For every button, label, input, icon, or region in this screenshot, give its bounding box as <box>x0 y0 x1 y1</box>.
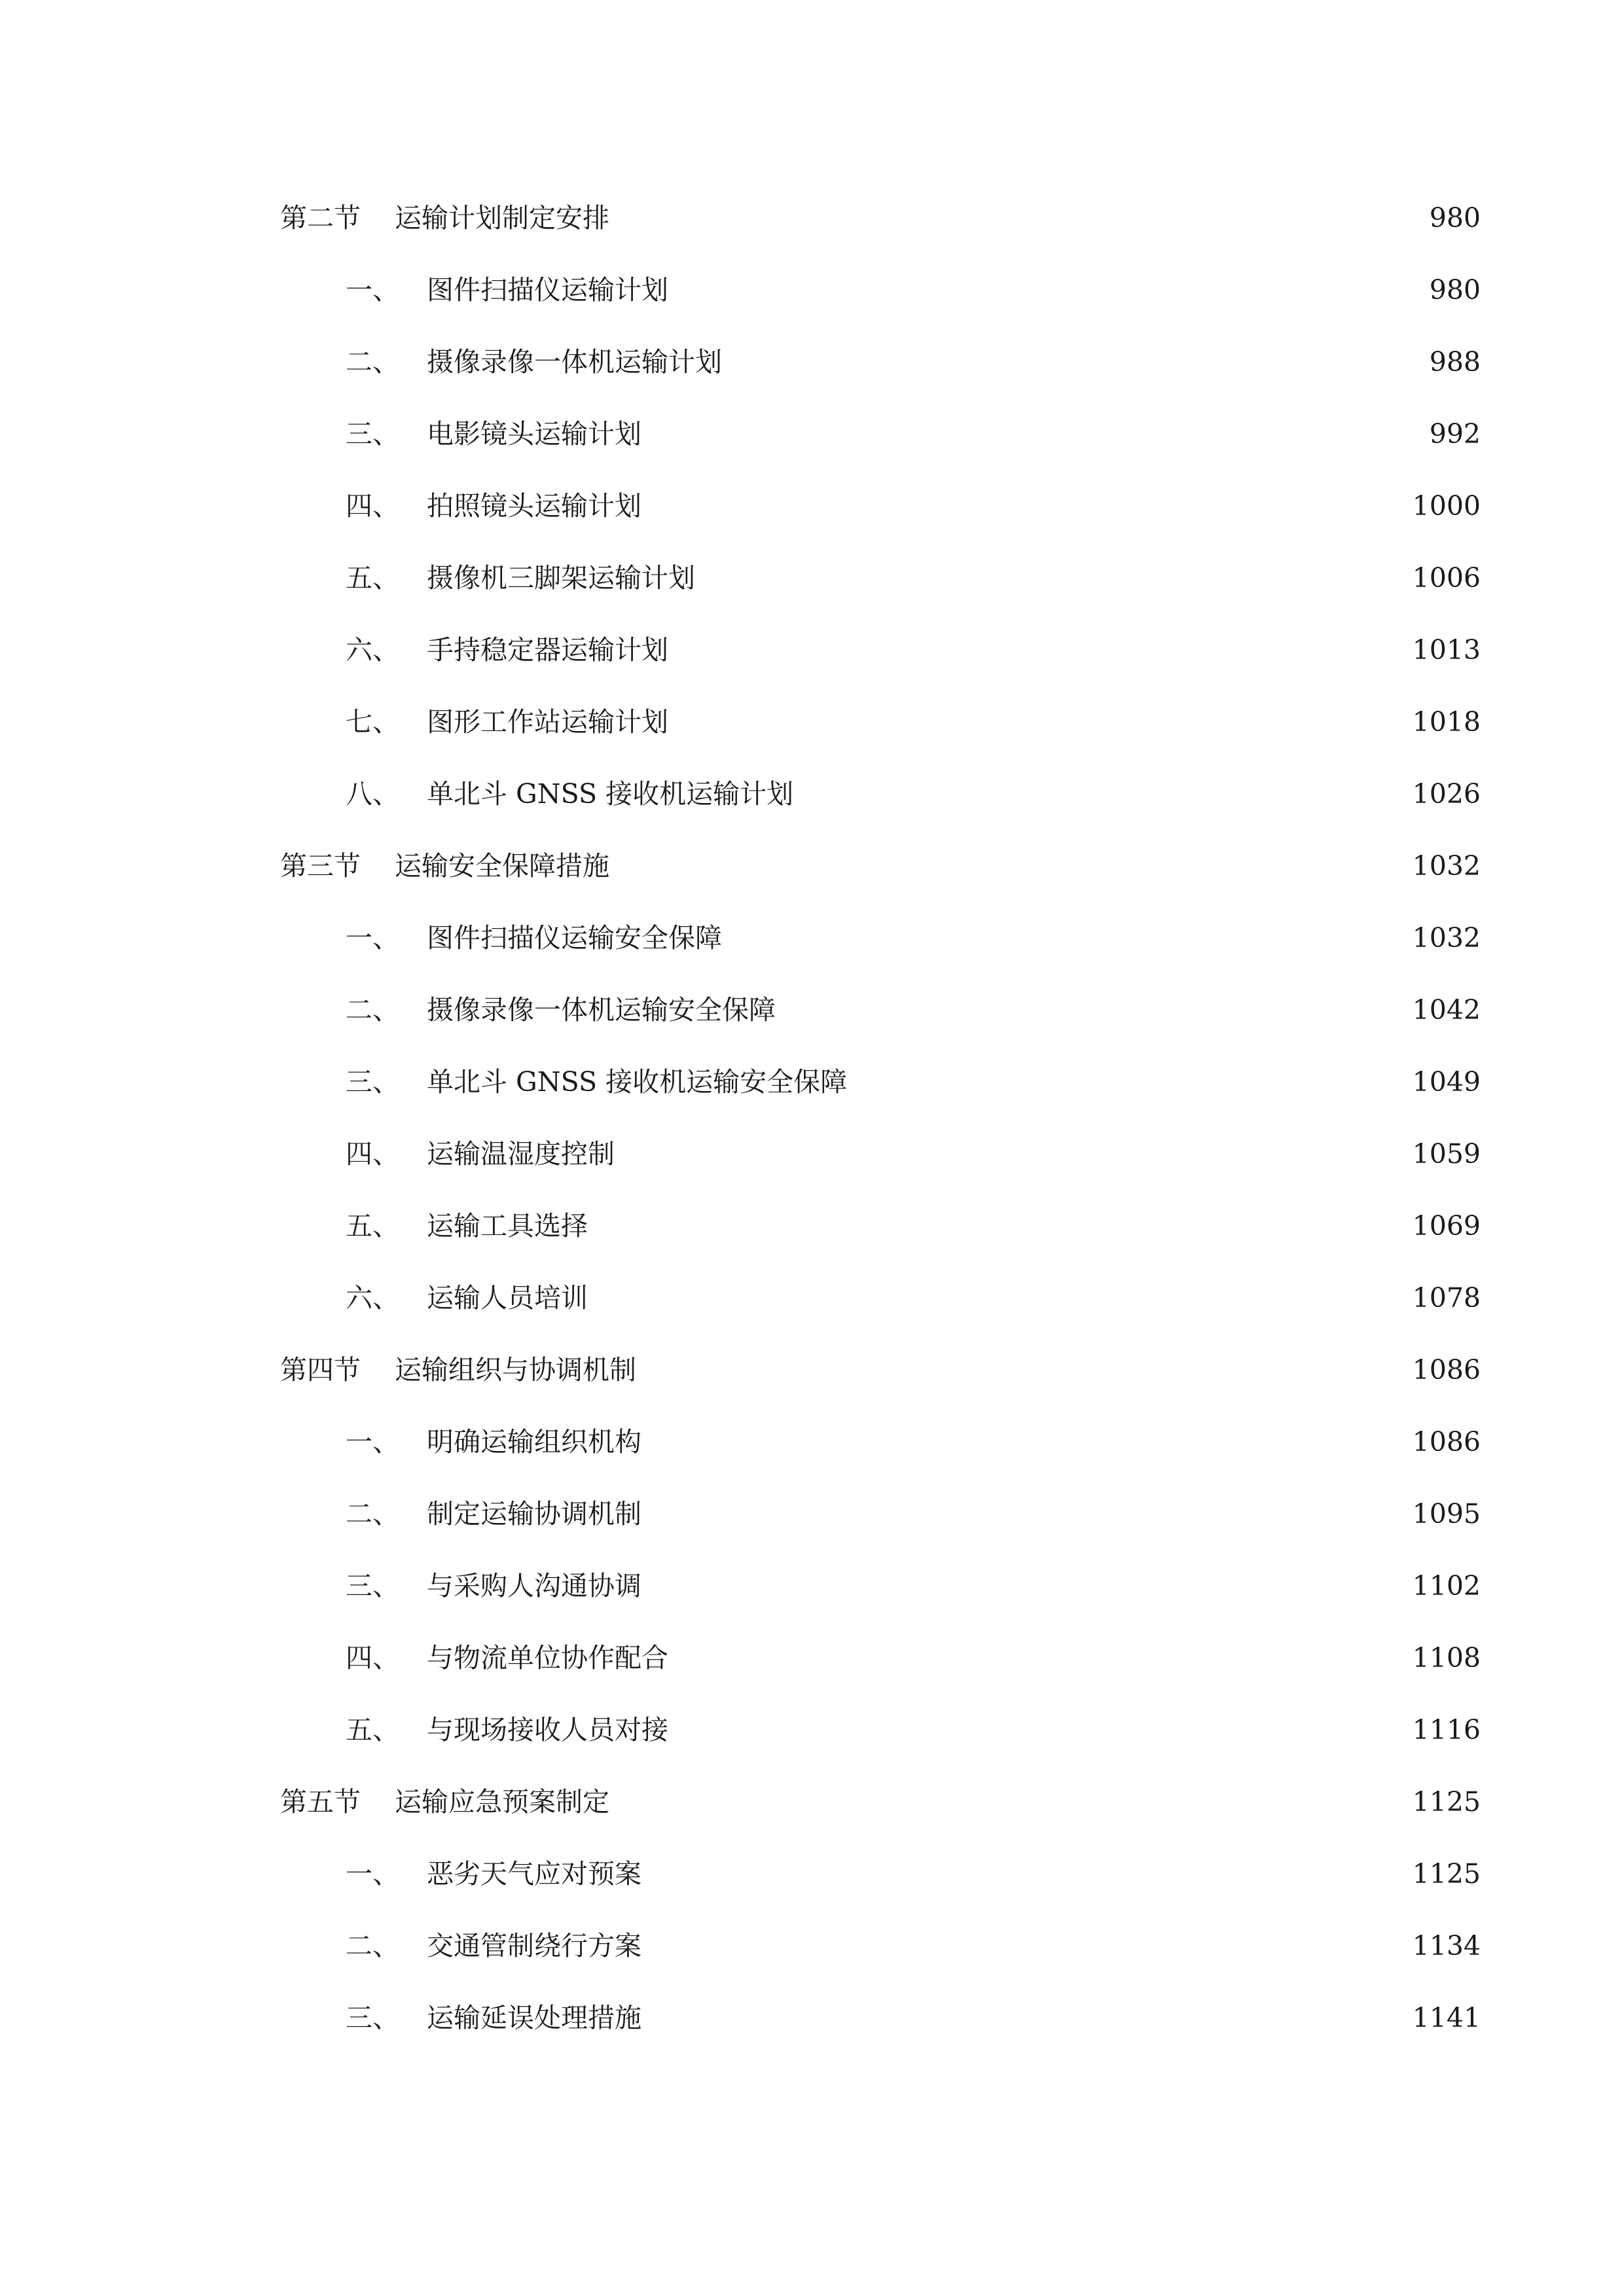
toc-item-title: 图形工作站运输计划 <box>427 706 668 738</box>
toc-dot-leader <box>648 1499 1403 1528</box>
toc-item-number: 二、 <box>346 1929 399 1962</box>
toc-dot-leader <box>675 708 1403 736</box>
toc-page-number: 992 <box>1429 418 1481 450</box>
toc-item-row[interactable] <box>346 1848 1481 1900</box>
toc-section-number: 第三节 <box>280 850 361 882</box>
toc-item-row[interactable] <box>346 1128 1481 1180</box>
toc-item-title: 与物流单位协作配合 <box>427 1641 668 1674</box>
toc-item-row[interactable] <box>346 1632 1481 1684</box>
toc-item-title: 制定运输协调机制 <box>427 1498 641 1530</box>
toc-item-row[interactable] <box>346 1416 1481 1468</box>
toc-item-number: 四、 <box>346 1641 399 1674</box>
toc-page-number: 1013 <box>1412 634 1481 666</box>
toc-item-title: 单北斗 GNSS 接收机运输计划 <box>427 778 794 810</box>
toc-item-title: 单北斗 GNSS 接收机运输安全保障 <box>427 1066 848 1098</box>
toc-page-number: 1059 <box>1412 1138 1481 1170</box>
toc-page-number: 980 <box>1429 274 1481 306</box>
toc-section-number: 第五节 <box>280 1785 361 1818</box>
toc-item-title: 与现场接收人员对接 <box>427 1713 668 1746</box>
toc-dot-leader <box>648 1427 1403 1456</box>
toc-section-row[interactable] <box>280 840 1481 892</box>
toc-item-number: 一、 <box>346 274 399 306</box>
toc-section-title: 运输计划制定安排 <box>395 202 609 234</box>
toc-item-row[interactable] <box>346 408 1481 460</box>
toc-item-title: 运输人员培训 <box>427 1282 588 1314</box>
toc-section-row[interactable] <box>280 1776 1481 1828</box>
toc-item-row[interactable] <box>346 552 1481 604</box>
toc-dot-leader <box>643 1355 1403 1384</box>
toc-dot-leader <box>648 1859 1403 1888</box>
toc-item-number: 五、 <box>346 1713 399 1746</box>
toc-item-number: 五、 <box>346 1210 399 1242</box>
toc-page-number: 1000 <box>1412 490 1481 522</box>
toc-page-number: 988 <box>1429 346 1481 378</box>
toc-page-number: 1095 <box>1412 1498 1481 1530</box>
toc-page-number: 1032 <box>1412 922 1481 954</box>
toc-dot-leader <box>782 996 1403 1024</box>
toc-item-title: 与采购人沟通协调 <box>427 1570 641 1602</box>
toc-page-number: 1108 <box>1412 1641 1481 1674</box>
toc-page-number: 1086 <box>1412 1426 1481 1458</box>
toc-item-row[interactable] <box>346 1704 1481 1756</box>
toc-dot-leader <box>675 636 1403 664</box>
toc-page-number: 1032 <box>1412 850 1481 882</box>
toc-item-number: 七、 <box>346 706 399 738</box>
toc-item-row[interactable] <box>346 624 1481 676</box>
toc-section-title: 运输应急预案制定 <box>395 1785 609 1818</box>
toc-dot-leader <box>594 1211 1403 1240</box>
toc-item-number: 三、 <box>346 1066 399 1098</box>
toc-page-number: 1018 <box>1412 706 1481 738</box>
toc-item-title: 图件扫描仪运输计划 <box>427 274 668 306</box>
toc-item-title: 运输温湿度控制 <box>427 1138 615 1170</box>
toc-item-row[interactable] <box>346 696 1481 748</box>
toc-page-number: 1042 <box>1412 994 1481 1026</box>
toc-item-title: 摄像机三脚架运输计划 <box>427 562 695 594</box>
toc-item-row[interactable] <box>346 1920 1481 1972</box>
toc-item-row[interactable] <box>346 1200 1481 1252</box>
toc-section-number: 第四节 <box>280 1354 361 1386</box>
toc-item-row[interactable] <box>346 1056 1481 1108</box>
toc-page-number: 1141 <box>1412 2001 1481 2034</box>
toc-dot-leader <box>648 420 1420 448</box>
toc-item-number: 八、 <box>346 778 399 810</box>
toc-item-number: 四、 <box>346 1138 399 1170</box>
toc-dot-leader <box>648 2003 1403 2032</box>
toc-item-row[interactable] <box>346 912 1481 964</box>
toc-item-number: 四、 <box>346 490 399 522</box>
toc-item-number: 一、 <box>346 1426 399 1458</box>
toc-dot-leader <box>648 492 1403 520</box>
toc-section-title: 运输安全保障措施 <box>395 850 609 882</box>
toc-page-number: 1049 <box>1412 1066 1481 1098</box>
toc-section-row[interactable] <box>280 1344 1481 1396</box>
toc-item-title: 手持稳定器运输计划 <box>427 634 668 666</box>
toc-page-number: 980 <box>1429 202 1481 234</box>
toc-item-title: 明确运输组织机构 <box>427 1426 641 1458</box>
toc-page-number: 1125 <box>1412 1857 1481 1890</box>
toc-dot-leader <box>594 1283 1403 1312</box>
toc-item-title: 图件扫描仪运输安全保障 <box>427 922 722 954</box>
toc-dot-leader <box>854 1067 1403 1096</box>
toc-item-row[interactable] <box>346 1272 1481 1324</box>
toc-item-title: 运输工具选择 <box>427 1210 588 1242</box>
toc-page-number: 1116 <box>1412 1713 1481 1746</box>
toc-dot-leader <box>800 780 1403 808</box>
toc-dot-leader <box>648 1931 1403 1960</box>
toc-item-number: 二、 <box>346 346 399 378</box>
toc-page-number: 1078 <box>1412 1282 1481 1314</box>
toc-item-title: 电影镜头运输计划 <box>427 418 641 450</box>
toc-item-row[interactable] <box>346 768 1481 820</box>
toc-item-title: 运输延误处理措施 <box>427 2001 641 2034</box>
toc-item-number: 五、 <box>346 562 399 594</box>
toc-dot-leader <box>616 204 1420 232</box>
toc-item-number: 三、 <box>346 1570 399 1602</box>
toc-item-title: 交通管制绕行方案 <box>427 1929 641 1962</box>
toc-dot-leader <box>729 924 1403 952</box>
toc-item-row[interactable] <box>346 1560 1481 1612</box>
toc-dot-leader <box>616 852 1403 880</box>
toc-section-number: 第二节 <box>280 202 361 234</box>
toc-item-title: 摄像录像一体机运输安全保障 <box>427 994 776 1026</box>
toc-page-number: 1125 <box>1412 1785 1481 1818</box>
toc-section-title: 运输组织与协调机制 <box>395 1354 636 1386</box>
toc-item-number: 三、 <box>346 418 399 450</box>
toc-item-title: 拍照镜头运输计划 <box>427 490 641 522</box>
toc-item-number: 二、 <box>346 1498 399 1530</box>
toc-item-row[interactable] <box>346 264 1481 316</box>
toc-page-number: 1026 <box>1412 778 1481 810</box>
toc-dot-leader <box>648 1571 1403 1600</box>
toc-item-number: 三、 <box>346 2001 399 2034</box>
toc-item-title: 摄像录像一体机运输计划 <box>427 346 722 378</box>
toc-dot-leader <box>616 1787 1403 1816</box>
toc-dot-leader <box>675 1643 1403 1672</box>
toc-page-number: 1069 <box>1412 1210 1481 1242</box>
toc-item-row[interactable] <box>346 480 1481 532</box>
toc-page-number: 1102 <box>1412 1570 1481 1602</box>
toc-item-number: 六、 <box>346 634 399 666</box>
toc-page-number: 1086 <box>1412 1354 1481 1386</box>
toc-item-number: 二、 <box>346 994 399 1026</box>
toc-item-number: 六、 <box>346 1282 399 1314</box>
toc-item-number: 一、 <box>346 1857 399 1890</box>
toc-item-row[interactable] <box>346 336 1481 388</box>
toc-dot-leader <box>675 276 1420 304</box>
toc-dot-leader <box>729 348 1420 376</box>
toc-dot-leader <box>702 564 1403 592</box>
toc-item-row[interactable] <box>346 1992 1481 2044</box>
toc-item-number: 一、 <box>346 922 399 954</box>
toc-item-row[interactable] <box>346 1488 1481 1540</box>
toc-item-row[interactable] <box>346 984 1481 1036</box>
toc-page-number: 1134 <box>1412 1929 1481 1962</box>
toc-dot-leader <box>675 1715 1403 1744</box>
toc-item-title: 恶劣天气应对预案 <box>427 1857 641 1890</box>
toc-dot-leader <box>621 1139 1403 1168</box>
toc-section-row[interactable] <box>280 192 1481 244</box>
toc-page-number: 1006 <box>1412 562 1481 594</box>
